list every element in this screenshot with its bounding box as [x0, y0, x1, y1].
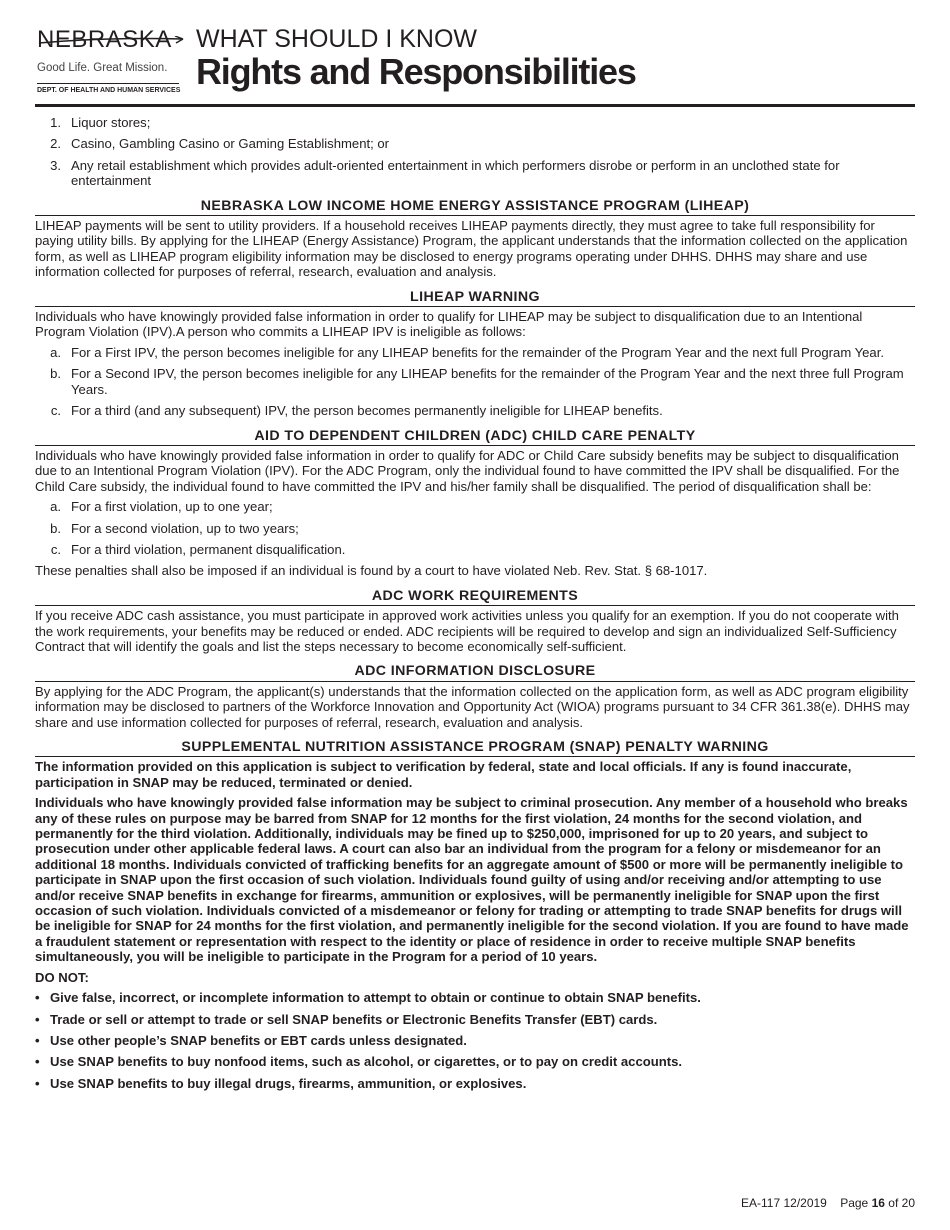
list-item: 2. Casino, Gambling Casino or Gaming Establishment; or	[50, 136, 390, 152]
snap-para-penalties: Individuals who have knowingly provided false information may be subject to criminal prosecution. Any member of a household who breaks any of these rules on purpose may be barred from SNAP for 12 months for the first violation, 24 months for the second violation, and permanently for the third violation. Additionally, individuals may be fined up to $250,000, imprisoned for up to 20 years, and subject to prosecution under other applicable federal laws. A court can also bar an individual from the program for a felony or misdemeanor for an additional 18 months. Individuals convicted of trafficking benefits for an aggregate amount of $500 or more will be permanently ineligible to participate in SNAP upon the first occasion of such violation. Individuals found guilty of using and/or receiving and/or attempting to use and/or receive SNAP benefits in exchange for firearms, ammunition or explosives, will be permanently ineligible for SNAP upon the first occasion of such violation. Individuals convicted of a misdemeanor or felony for trading or attempting to trade SNAP benefits for drugs will be ineligible for SNAP for 24 months for the first violation, and permanently ineligible for the second violation. If you are found to have made a fraudulent statement or representation with respect to the identity or place of residence in order to receive multiple SNAP benefits simultaneously, you will be ineligible to participate in the Program for a period of 10 years.	[35, 795, 909, 965]
list-item: c. For a third (and any subsequent) IPV, the person becomes permanently ineligible for LIHEAP benefits.	[50, 403, 663, 419]
list-item: • Trade or sell or attempt to trade or sell SNAP benefits or Electronic Benefits Transfer (EBT) cards.	[35, 1011, 658, 1027]
section-title-adc-work: ADC WORK REQUIREMENTS	[35, 589, 915, 606]
page-of-label: of	[888, 1196, 899, 1210]
section-title-snap-warning: SUPPLEMENTAL NUTRITION ASSISTANCE PROGRAM (SNAP) PENALTY WARNING	[35, 740, 915, 757]
snap-para-verification: The information provided on this application is subject to verification by federal, state and local officials. If any is found inaccurate, participation in SNAP may be reduced, terminated or denied.	[35, 759, 852, 790]
snap-do-not-list	[35, 990, 915, 1091]
liheap-warning-intro: Individuals who have knowingly provided false information in order to qualify for LIHEAP may be subject to disqualification due to an Intentional Program Violation (IPV).A person who commits a LIHEAP IPV is ineligible as follows:	[35, 309, 863, 340]
logo-wordmark: NEBRASKA	[37, 26, 187, 54]
list-item: a. For a first violation, up to one year;	[50, 499, 273, 515]
page-number: 16	[871, 1196, 885, 1210]
section-title-liheap-warning: LIHEAP WARNING	[35, 290, 915, 307]
page-total: 20	[901, 1196, 915, 1210]
page-title: Rights and Responsibilities	[196, 51, 636, 92]
list-item: • Use other people’s SNAP benefits or EBT cards unless designated.	[35, 1032, 467, 1048]
adc-penalty-intro: Individuals who have knowingly provided false information in order to qualify for ADC or Child Care subsidy benefits may be subject to disqualification due to an Intentional Program Violation (IPV). For the ADC Program, only the individual found to have committed the IPV shall be disqualified. For the Child Care subsidy, the individual found to have committed the IPV and his/her family shall be disqualified. The period of disqualification shall be:	[35, 447, 900, 494]
logo-swoosh-icon	[37, 36, 187, 46]
list-item: a. For a First IPV, the person becomes ineligible for any LIHEAP benefits for the remainder of the Program Year and the next full Program Year.	[50, 344, 884, 360]
liheap-body: LIHEAP payments will be sent to utility providers. If a household receives LIHEAP payments directly, they must agree to take full responsibility for paying utility bills. By applying for the LIHEAP (Energy Assistance) Program, the applicant understands that the information collected on the application form, as well as LIHEAP program eligibility information may be disclosed to energy programs operating under DHHS. DHHS may share and use information collected for purposes of referral, research, evaluation and analysis.	[35, 218, 908, 280]
logo-tagline: Good Life. Great Mission.	[37, 62, 168, 74]
adc-penalty-list	[35, 499, 915, 557]
logo-department: DEPT. OF HEALTH AND HUMAN SERVICES	[37, 83, 179, 94]
adc-disclosure-body: By applying for the ADC Program, the applicant(s) understands that the information collected on the application form, as well as ADC program eligibility information may be disclosed to partners of the Workforce Innovation and Opportunity Act (WIOA) programs pursuant to 34 CFR 361.38(e). DHHS may share and use information collected for purposes of referral, research, evaluation and analysis.	[35, 683, 910, 730]
page-label: Page	[840, 1196, 869, 1210]
list-item: 1. Liquor stores;	[50, 115, 151, 130]
list-item: b. For a second violation, up to two years;	[50, 520, 299, 536]
section-title-liheap: NEBRASKA LOW INCOME HOME ENERGY ASSISTANCE PROGRAM (LIHEAP)	[35, 199, 915, 216]
section-title-adc-disclosure: ADC INFORMATION DISCLOSURE	[35, 664, 915, 681]
snap-do-not-heading: DO NOT:	[35, 969, 89, 985]
section-title-adc-penalty: AID TO DEPENDENT CHILDREN (ADC) CHILD CARE PENALTY	[35, 429, 915, 446]
document-body	[35, 115, 915, 1097]
header-divider	[35, 104, 915, 107]
page-kicker: WHAT SHOULD I KNOW	[196, 25, 478, 53]
liheap-ipv-list	[35, 345, 915, 419]
list-item: b. For a Second IPV, the person becomes ineligible for any LIHEAP benefits for the remainder of the Program Year and the next three full Program Years.	[50, 366, 904, 397]
list-item: • Use SNAP benefits to buy illegal drugs, firearms, ammunition, or explosives.	[35, 1075, 527, 1091]
list-item: 3. Any retail establishment which provides adult-oriented entertainment in which performers disrobe or perform in an unclothed state for entertainment	[50, 157, 840, 189]
nebraska-dhhs-logo	[37, 26, 187, 94]
list-item: c. For a third violation, permanent disqualification.	[50, 541, 346, 557]
adc-work-body: If you receive ADC cash assistance, you must participate in approved work activities unless you qualify for an exemption. If you do not cooperate with the work requirements, your benefits may be reduced or ended. ADC recipients will be required to develop and sign an individualized Self-Sufficiency Contract that will identify the goals and list the steps necessary to become economically self-sufficient.	[35, 608, 899, 654]
list-item: • Give false, incorrect, or incomplete information to attempt to obtain or continue to obtain SNAP benefits.	[35, 990, 701, 1006]
page-header	[35, 20, 915, 106]
restricted-locations-list	[35, 115, 915, 189]
form-id: EA-117 12/2019	[741, 1196, 827, 1210]
adc-penalty-closing: These penalties shall also be imposed if an individual is found by a court to have violated Neb. Rev. Stat. § 68-1017.	[35, 563, 708, 579]
list-item: • Use SNAP benefits to buy nonfood items, such as alcohol, or cigarettes, or to pay on credit accounts.	[35, 1054, 683, 1070]
page-footer	[741, 1196, 915, 1210]
